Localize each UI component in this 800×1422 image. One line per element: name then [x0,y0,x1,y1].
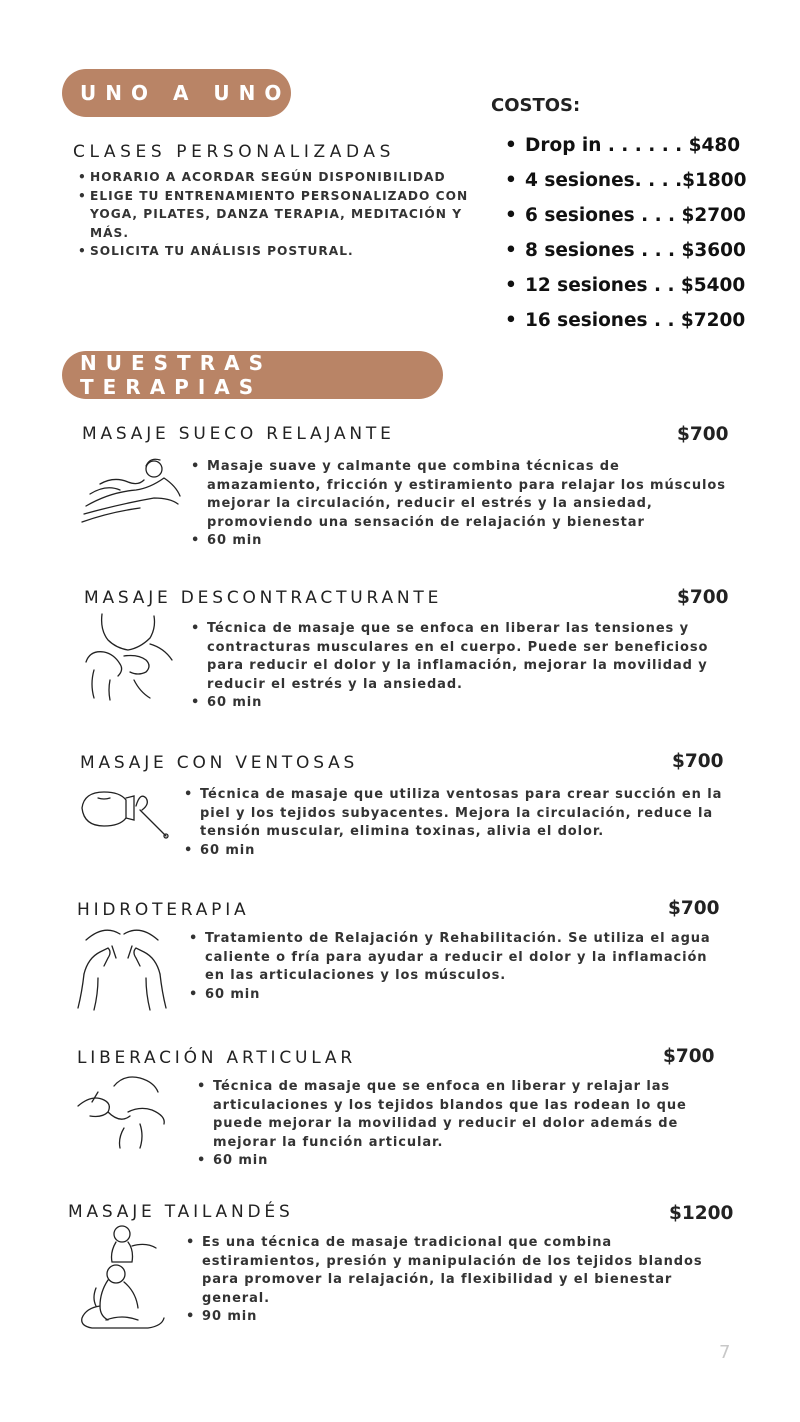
therapy-title: LIBERACIÓN ARTICULAR [77,1048,356,1068]
price-item: • 8 sesiones . . . $3600 [505,233,746,268]
cupping-icon [78,784,170,840]
therapy-price: $700 [672,751,724,772]
therapy-price: $700 [663,1046,715,1067]
therapy-description [191,620,721,713]
therapy-duration: • 60 min [197,1152,727,1171]
therapy-title: MASAJE CON VENTOSAS [80,753,359,773]
therapy-description [186,1234,726,1327]
costos-title: COSTOS: [491,95,581,116]
therapy-description-text: • Técnica de masaje que se enfoca en liberar las tensiones y contracturas musculares en el cuerpo. Puede ser beneficioso para reducir el dolor y la inflamación, mejorar la movilidad y reducir el estrés y la ansiedad. [191,620,721,694]
thai-massage-icon [76,1222,168,1332]
therapy-description-text: • Técnica de masaje que utiliza ventosas para crear succión en la piel y los tejidos subyacentes. Mejora la circulación, reduce la tensión muscular, elimina toxinas, alivia el dolor. [184,786,729,842]
therapy-description [189,930,729,1004]
therapy-duration: • 90 min [186,1308,726,1327]
therapy-description-text: • Es una técnica de masaje tradicional que combina estiramientos, presión y manipulación de los tejidos blandos para promover la relajación, la flexibilidad y el bienestar general. [186,1234,726,1308]
joint-release-icon [74,1072,170,1150]
price-item: • 12 sesiones . . $5400 [505,268,746,303]
therapy-description-text: • Técnica de masaje que se enfoca en liberar y relajar las articulaciones y los tejidos blandos que las rodean lo que puede mejorar la movilidad y reducir el dolor además de mejorar la función articular. [197,1078,727,1152]
shoulder-massage-icon [80,610,175,702]
therapy-price: $700 [677,424,729,445]
clases-bullets [78,168,478,261]
therapy-price: $700 [677,587,729,608]
clases-personalizadas-title: CLASES PERSONALIZADAS [73,142,395,162]
list-item: • SOLICITA TU ANÁLISIS POSTURAL. [78,242,478,261]
costos-list [505,128,746,338]
therapy-price: $1200 [669,1203,734,1224]
massage-relax-icon [80,454,185,526]
hydrotherapy-hands-icon [74,922,170,1012]
nuestras-terapias-header: NUESTRAS TERAPIAS [62,351,443,399]
therapy-description-text: • Tratamiento de Relajación y Rehabilitación. Se utiliza el agua caliente o fría para ayudar a reducir el dolor y la inflamación en las articulaciones y los músculos. [189,930,729,986]
therapy-duration: • 60 min [184,842,729,861]
therapy-description [191,458,731,551]
price-item: • 6 sesiones . . . $2700 [505,198,746,233]
price-item: • 4 sesiones. . . .$1800 [505,163,746,198]
therapy-description [184,786,729,860]
therapy-price: $700 [668,898,720,919]
therapy-duration: • 60 min [189,986,729,1005]
list-item: • ELIGE TU ENTRENAMIENTO PERSONALIZADO CON YOGA, PILATES, DANZA TERAPIA, MEDITACIÓN Y MÁS. [78,187,478,243]
therapy-duration: • 60 min [191,532,731,551]
uno-a-uno-header: UNO A UNO [62,69,291,117]
therapy-description-text: • Masaje suave y calmante que combina técnicas de amazamiento, fricción y estiramiento para relajar los músculos mejorar la circulación, reducir el estrés y la ansiedad, promoviendo una sensación de relajación y bienestar [191,458,731,532]
therapy-description [197,1078,727,1171]
therapy-duration: • 60 min [191,694,721,713]
therapy-title: MASAJE DESCONTRACTURANTE [84,588,443,608]
page-number: 7 [719,1342,731,1363]
price-item: • Drop in . . . . . . $480 [505,128,746,163]
therapy-title: HIDROTERAPIA [77,900,250,920]
price-item: • 16 sesiones . . $7200 [505,303,746,338]
list-item: • HORARIO A ACORDAR SEGÚN DISPONIBILIDAD [78,168,478,187]
therapy-title: MASAJE SUECO RELAJANTE [82,424,395,444]
therapy-title: MASAJE TAILANDÉS [68,1202,294,1222]
